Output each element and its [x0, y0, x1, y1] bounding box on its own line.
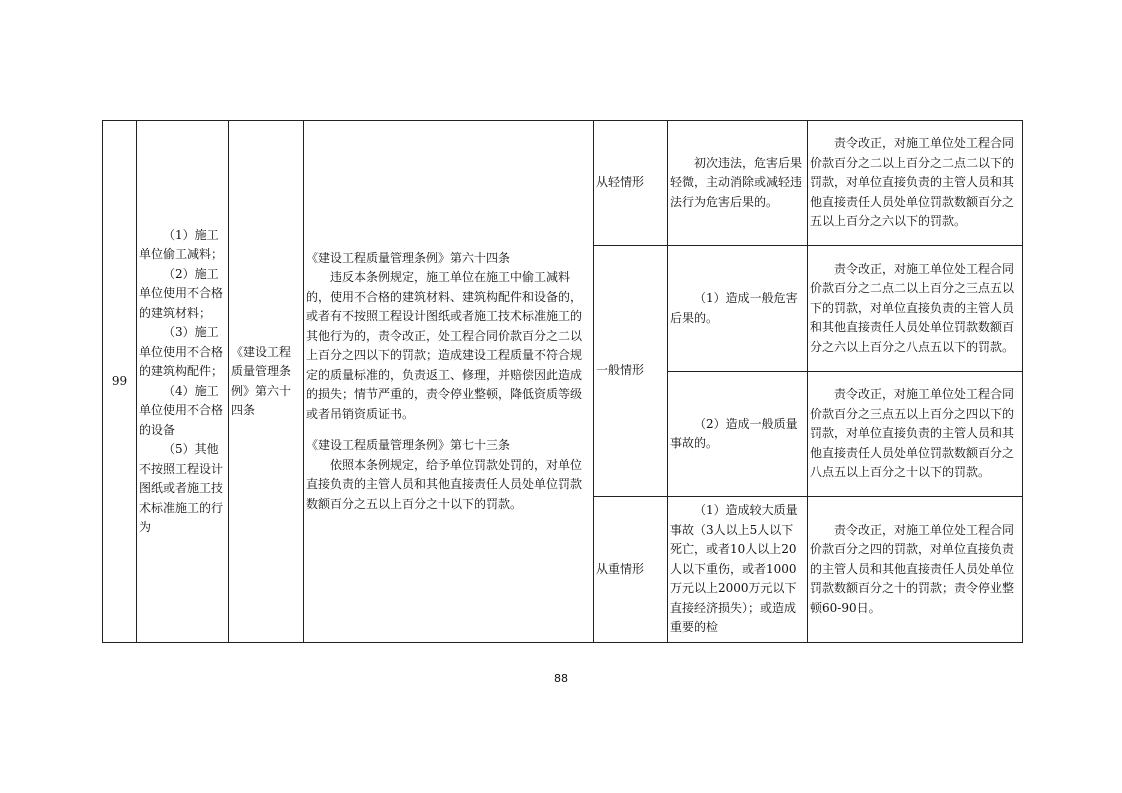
circumstance-level: 一般情形 [594, 246, 668, 497]
circumstance-level: 从轻情形 [594, 121, 668, 246]
circumstance-condition: （1）造成一般危害后果的。 [668, 246, 808, 372]
penalty-standard: 责令改正，对施工单位处工程合同价款百分之四的罚款，对单位直接负责的主管人员和其他直接责任人员处单位罚款数额百分之十的罚款；责令停业整顿60-90日。 [808, 497, 1023, 643]
behavior-item: （2）施工单位使用不合格的建筑材料； [139, 266, 224, 320]
penalty-standard: 责令改正，对施工单位处工程合同价款百分之二点二以上百分之三点五以下的罚款，对单位直接负责的主管人员和其他直接责任人员处单位罚款数额百分之六以上百分之八点五以下的罚款。 [808, 246, 1023, 372]
provision-body: 违反本条例规定，施工单位在施工中偷工减料的，使用不合格的建筑材料、建筑构配件和设备的，或者有不按照工程设计图纸或者施工技术标准施工的其他行为的，责令改正，处工程合同价款百分之二以上百分之四以下的罚款；造成建设工程质量不符合规定的质量标准的，负责返工、修理，并赔偿因此造成的损失；情节严重的，责令停业整顿，降低资质等级或者吊销资质证书。 [306, 270, 583, 421]
penalty-standard: 责令改正，对施工单位处工程合同价款百分之三点五以上百分之四以下的罚款，对单位直接负责的主管人员和其他直接责任人员处单位罚款数额百分之八点五以上百分之十以下的罚款。 [808, 372, 1023, 497]
behavior-item: （3）施工单位使用不合格的建筑构配件； [139, 325, 224, 378]
circumstance-condition: （1）造成较大质量事故（3人以上5人以下死亡，或者10人以上20人以下重伤，或者1000万元以上2000万元以下直接经济损失）；或造成重要的检 [668, 497, 808, 643]
behavior-item: （4）施工单位使用不合格的设备 [139, 383, 224, 437]
provision-title: 《建设工程质量管理条例》第七十三条 [306, 438, 511, 453]
behavior-item: （5）其他不按照工程设计图纸或者施工技术标准施工的行为 [139, 442, 224, 534]
legal-provisions-cell [304, 121, 594, 643]
provision-title: 《建设工程质量管理条例》第六十四条 [306, 250, 511, 265]
penalty-standards-table [102, 120, 1023, 643]
provision-body: 依照本条例规定，给予单位罚款处罚的，对单位直接负责的主管人员和其他直接责任人员处单位罚款数额百分之五以上百分之十以下的罚款。 [306, 457, 583, 511]
legal-basis-cell: 《建设工程质量管理条例》第六十四条 [229, 121, 304, 643]
circumstance-level: 从重情形 [594, 497, 668, 643]
table-row [103, 121, 1023, 246]
penalty-standard: 责令改正，对施工单位处工程合同价款百分之二以上百分之二点二以下的罚款，对单位直接负责的主管人员和其他直接责任人员处单位罚款数额百分之五以上百分之六以下的罚款。 [808, 121, 1023, 246]
spacer [306, 424, 591, 436]
row-number: 99 [103, 121, 137, 643]
behavior-item: （1）施工单位偷工减料； [139, 227, 224, 261]
circumstance-condition: （2）造成一般质量事故的。 [668, 372, 808, 497]
page-number: 88 [554, 672, 568, 685]
violation-behavior-cell [137, 121, 229, 643]
circumstance-condition: 初次违法，危害后果轻微，主动消除或减轻违法行为危害后果的。 [668, 121, 808, 246]
